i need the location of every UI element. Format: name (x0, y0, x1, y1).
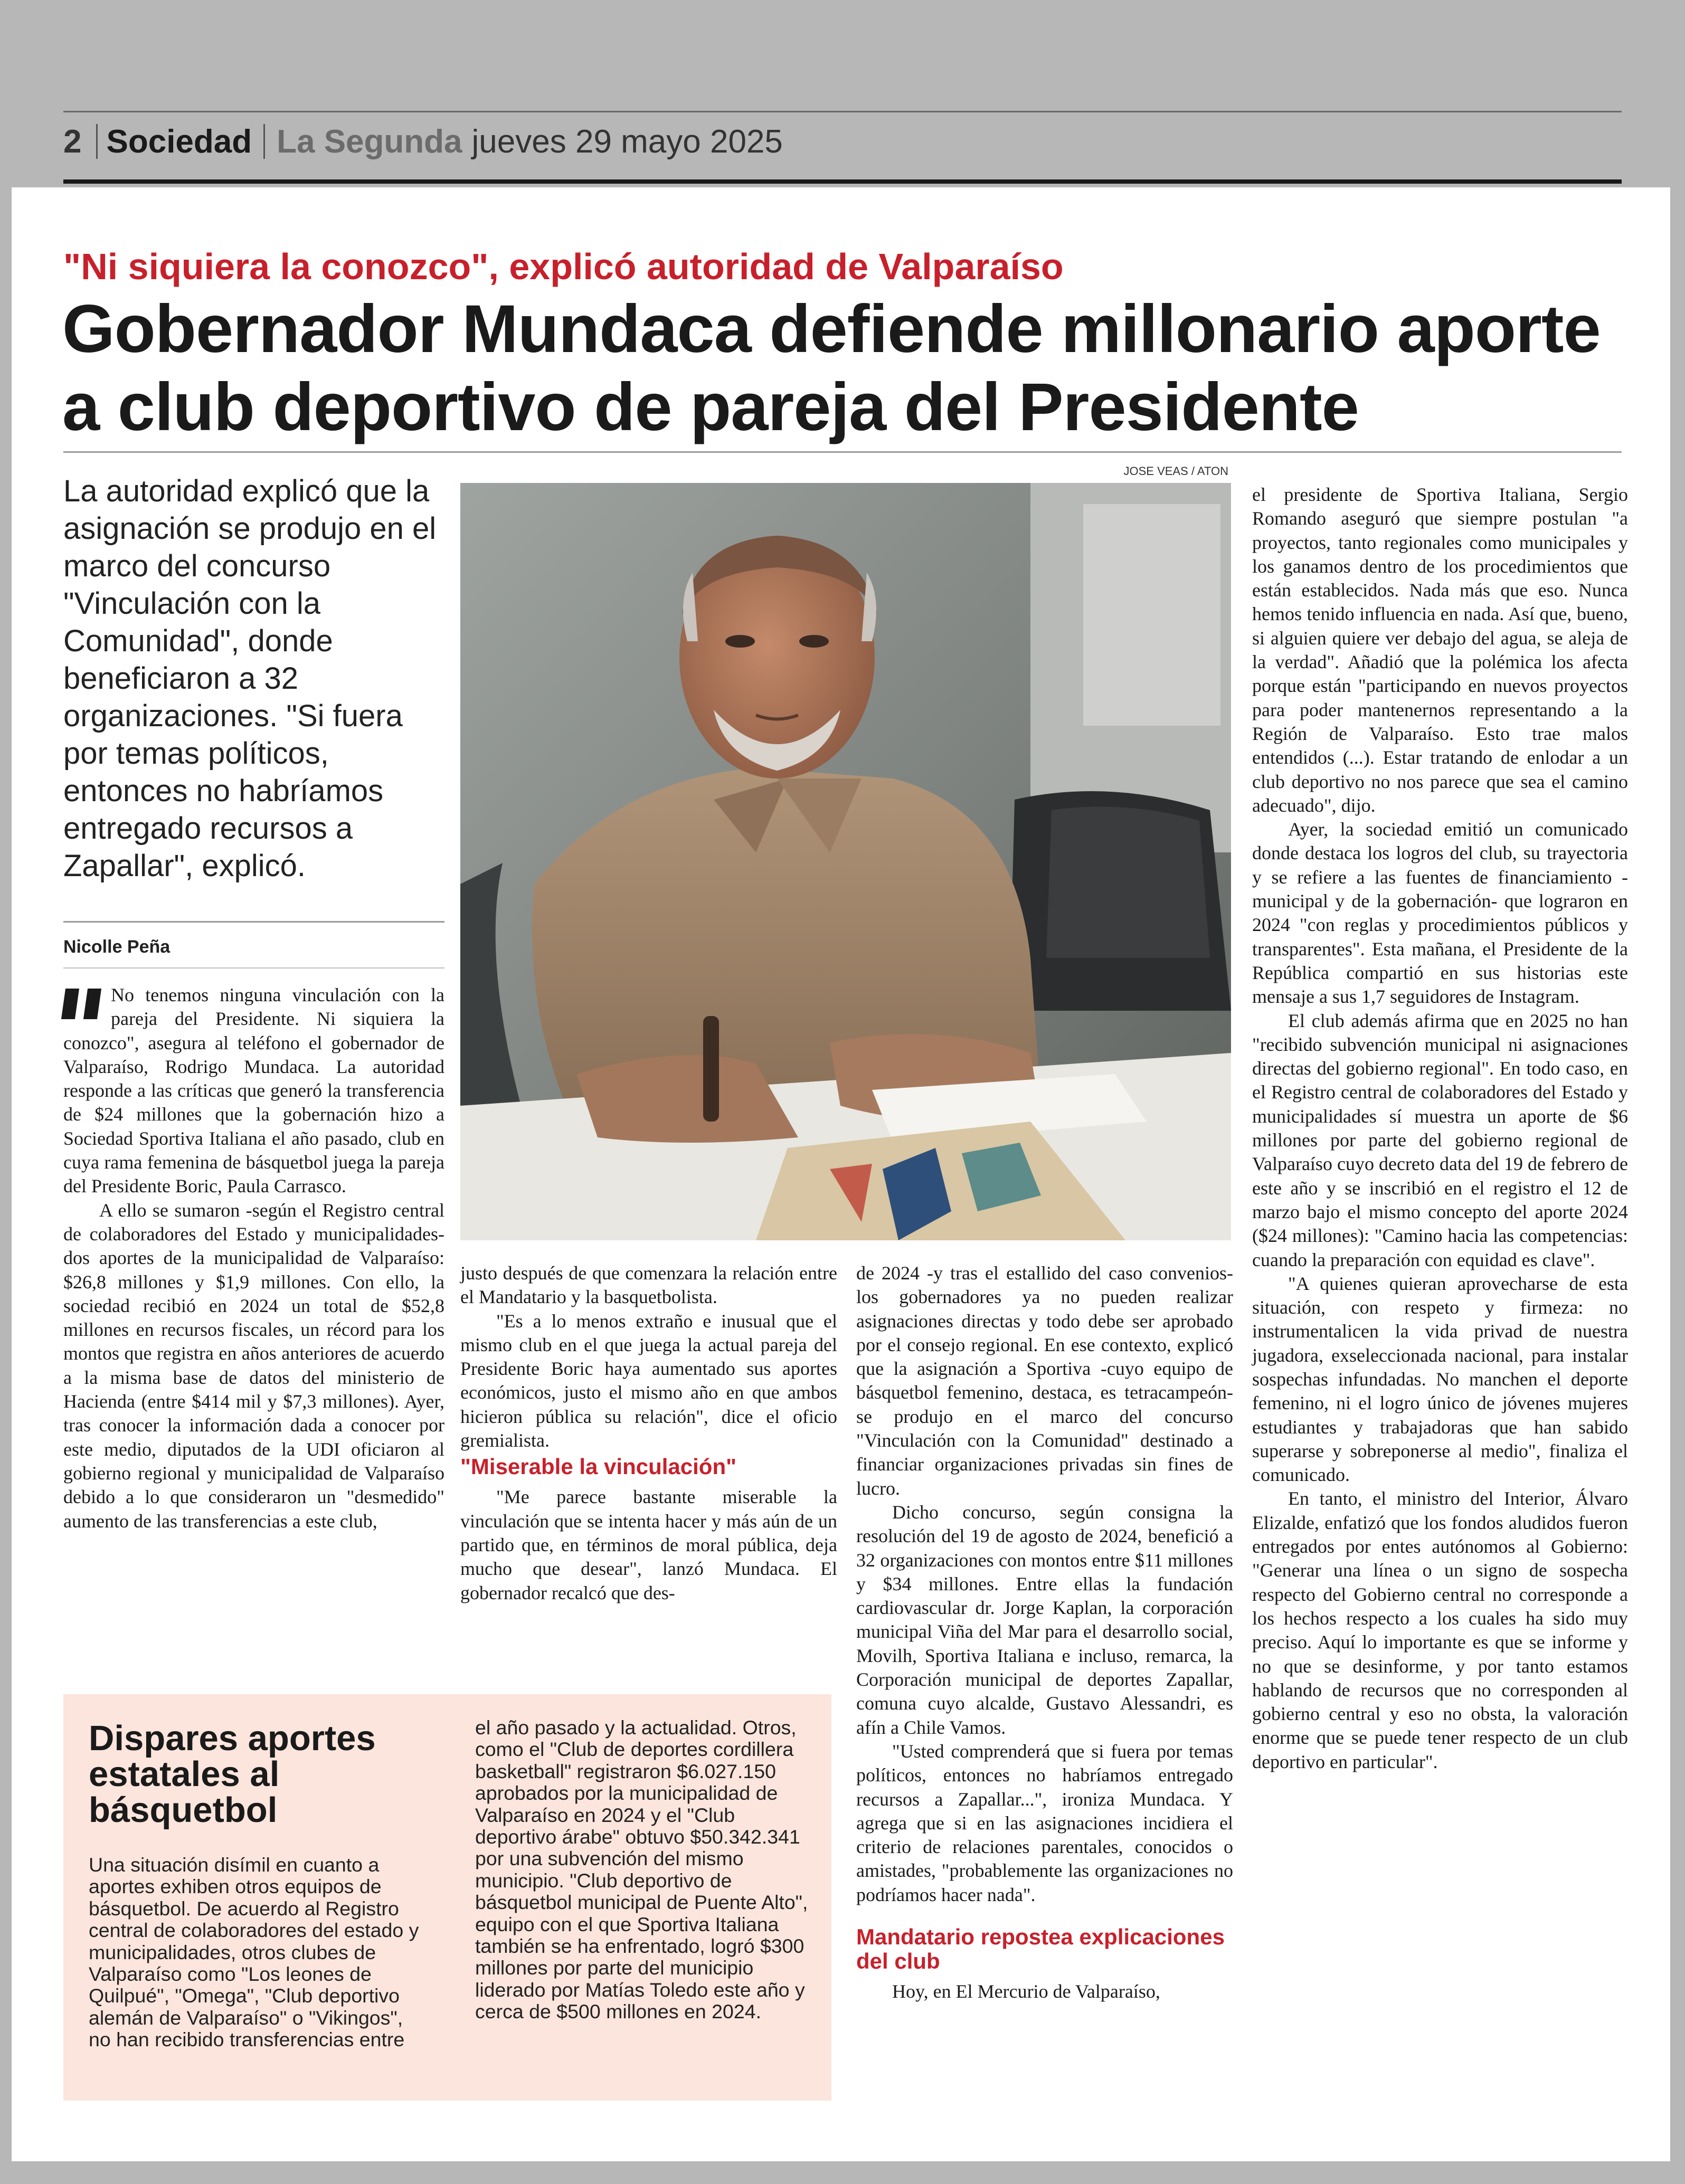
sidebar-box (63, 1694, 831, 2101)
headline-line-2: a club deportivo de pareja del Presidente (62, 369, 1359, 445)
article-column-1 (63, 983, 444, 1533)
body-paragraph: El club además afirma que en 2025 no han "recibido subvención municipal ni asignaciones directas del gobierno regional". En todo caso, en el Registro central de colaboradores del Estado y municipalidades sí muestra un aporte de $6 millones por parte del gobierno regional de Valparaíso cuyo decreto data del 19 de febrero de este año y se inscribió en el registro el 12 de marzo bajo el mismo concepto del aporte 2024 ($24 millones): "Camino hacia las competencias: cuando la preparación con equidad es clave". (1252, 1010, 1628, 1270)
lead-paragraph (63, 983, 444, 1199)
page-header (63, 111, 1622, 162)
body-paragraph: Dicho concurso, según consigna la resolución del 19 de agosto de 2024, benefició a 32 organizaciones con montos entre $11 millones y $34 millones. Entre ellas la fundación cardiovascular dr. Jorge Kaplan, la corporación municipal Viña del Mar para el desarrollo social, Movilh, Sportiva Italiana e incluso, remarca, la Corporación municipal de deportes Zapallar, comuna cuyo alcalde, Gustavo Alessandri, es afín a Chile Vamos. (856, 1501, 1233, 1738)
headline-rule (63, 451, 1622, 453)
header-row (63, 120, 783, 163)
portrait-illustration (460, 483, 1231, 1240)
header-bottom-rule (63, 179, 1622, 184)
header-top-rule (63, 111, 1622, 112)
lead-paragraph-text: No tenemos ninguna vinculación con la pareja del Presidente. Ni siquiera la conozco", asegura al teléfono el gobernador de Valparaíso, Rodrigo Mundaca. La autoridad responde a las críticas que generó la transferencia de $24 millones que la gobernación hizo a Sociedad Sportiva Italiana el año pasado, club en cuya rama femenina de básquetbol juega la pareja del Presidente Boric, Paula Carrasco. (63, 984, 444, 1197)
newspaper-page (12, 187, 1670, 2161)
page-number: 2 (63, 123, 82, 160)
deck-rule (63, 921, 444, 923)
sidebar-text-left: Una situación disímil en cuanto a aportes exhiben otros equipos de básquetbol. De acuerdo al Registro central de colaboradores del estado y municipalidades, otros clubes de Valparaíso como "Los leones de Quilpué", "Omega", "Club deportivo alemán de Valparaíso" o "Vikingos", no han recibido transferencias entre (89, 1854, 419, 2051)
article-kicker: "Ni siquiera la conozco", explicó autoridad de Valparaíso (63, 246, 1064, 287)
header-divider (263, 124, 265, 159)
body-paragraph: En tanto, el ministro del Interior, Álvaro Elizalde, enfatizó que los fondos aludidos fueron entregados por entes autónomos al Gobierno: "Generar una línea o un signo de sospecha respecto del Gobierno central no corresponde a los hechos respecto a los cuales ha sido muy preciso. Aquí lo importante es que se informe y no que se desinforme, y por tanto estamos hablando de recursos que no corresponden al gobierno central y eso no obsta, la valoración enorme que se puede tener respecto de un club deportivo en particular". (1252, 1488, 1628, 1772)
article-photo (460, 483, 1231, 1240)
sidebar-title: Dispares aportes estatales al básquetbol (89, 1718, 376, 1830)
publication-date: jueves 29 mayo 2025 (471, 123, 783, 160)
article-deck: La autoridad explicó que la asignación se produjo en el marco del concurso "Vinculación con la Comunidad", donde beneficiaron a 32 organizaciones. "Si fuera por temas políticos, entonces no habríamos entregado recursos a Zapallar", explicó. (63, 474, 437, 883)
body-paragraph: "Me parece bastante miserable la vinculación que se intenta hacer y más aún de un partido que, en términos de moral pública, deja mucho que desear", lanzó Mundaca. El gobernador recalcó que des- (460, 1486, 837, 1603)
quote-icon (63, 989, 107, 1020)
body-paragraph: A ello se sumaron -según el Registro central de colaboradores del Estado y municipalidades- dos aportes de la municipalidad de Valparaíso: $26,8 millones y $1,9 millones. Con ello, la sociedad recibió en 2024 un total de $52,8 millones en recursos fiscales, un récord para los montos que registra en años anteriores de acuerdo a la misma base de datos del ministerio de Hacienda (entre $414 mil y $7,3 millones). Ayer, tras conocer la información dada a conocer por este medio, diputados de la UDI oficiaron al gobierno regional y municipalidad de Valparaíso debido a lo que consideraron un "desmedido" aumento de las transferencias a este club, (63, 1199, 444, 1532)
subhead-mandatario: Mandatario repostea explicaciones del club (856, 1924, 1225, 1974)
subhead-miserable: "Miserable la vinculación" (460, 1454, 737, 1479)
body-paragraph: "A quienes quieran aprovecharse de esta situación, con respeto y firmeza: no instrumentalicen la vida privad de nuestra jugadora, exseleccionada nacional, para instalar sospechas infundadas. No manchen el deporte femenino, ni el logro único de jóvenes mujeres estudiantes y trabajadoras que han sabido superarse y sobreponerse al medio", finaliza el comunicado. (1252, 1273, 1628, 1486)
body-paragraph: de 2024 -y tras el estallido del caso convenios- los gobernadores ya no pueden realizar asignaciones directas y todo debe ser aprobado por el consejo regional. En ese contexto, explicó que la asignación a Sportiva -cuyo equipo de básquetbol femenino, destaca, es tetracampeón- se produjo en el marco del concurso "Vinculación con la Comunidad" destinado a financiar organizaciones privadas sin fines de lucro. (856, 1262, 1233, 1499)
byline-rule (63, 967, 444, 968)
body-paragraph: el presidente de Sportiva Italiana, Sergio Romando aseguró que siempre postulan "a proyectos, tanto regionales como municipales y los ganamos dentro de los procedimientos que están establecidos. Nada más que eso. Nunca hemos tenido influencia en nada. Así que, bueno, si alguien quiere ver debajo del agua, se aleja de la verdad". Añadió que la polémica los afecta porque están "participando en nuevos proyectos para poder mantenernos representando a la Región de Valparaíso. Esto trae malos entendidos (...). Estar tratando de enlodar a un club deportivo no nos parece que sea el camino adecuado", dijo. (1252, 484, 1628, 816)
article-headline (62, 290, 1625, 447)
article-column-4 (1252, 483, 1628, 1774)
body-paragraph: Ayer, la sociedad emitió un comunicado donde destaca los logros del club, su trayectoria y se refiere a las fuentes de financiamiento -municipal y de la gobernación- que lograron en 2024 "con reglas y procedimientos públicos y transparentes". Esta mañana, el Presidente de la República compartió en sus historias este mensaje a sus 1,7 seguidores de Instagram. (1252, 819, 1628, 1008)
article-column-3 (856, 1261, 1233, 2003)
headline-line-1: Gobernador Mundaca defiende millonario aporte (62, 291, 1601, 367)
byline: Nicolle Peña (63, 937, 171, 957)
header-divider (96, 124, 98, 159)
body-paragraph: "Usted comprenderá que si fuera por temas políticos, entonces no habríamos entregado recursos a Zapallar...", ironiza Mundaca. Y agrega que si en las asignaciones incidiera el criterio de relaciones parentales, conocidos o amistades, "probablemente las organizaciones no podríamos hacer nada". (856, 1740, 1233, 1905)
article-column-2 (460, 1261, 837, 1605)
body-paragraph: justo después de que comenzara la relación entre el Mandatario y la basquetbolista. (460, 1262, 837, 1308)
body-paragraph: "Es a lo menos extraño e inusual que el mismo club en el que juega la actual pareja del Presidente Boric haya aumentado sus aportes económicos, justo el mismo año en que ambos hicieron pública su relación", dice el oficio gremialista. (460, 1310, 837, 1451)
publication-name: La Segunda (277, 123, 462, 160)
section-name: Sociedad (106, 123, 252, 160)
photo-credit: JOSE VEAS / ATON (1123, 464, 1228, 478)
body-paragraph: Hoy, en El Mercurio de Valparaíso, (892, 1981, 1160, 2002)
sidebar-text-right: el año pasado y la actualidad. Otros, como el "Club de deportes cordillera basketball" registraron $6.027.150 aprobados por la municipalidad de Valparaíso en 2024 y el "Club deportivo árabe" obtuvo $50.342.341 por una subvención del mismo municipio. "Club deportivo de básquetbol municipal de Puente Alto", equipo con el que Sportiva Italiana también se ha enfrentado, logró $300 millones por parte del municipio liderado por Matías Toledo este año y cerca de $500 millones en 2024. (475, 1716, 808, 2023)
